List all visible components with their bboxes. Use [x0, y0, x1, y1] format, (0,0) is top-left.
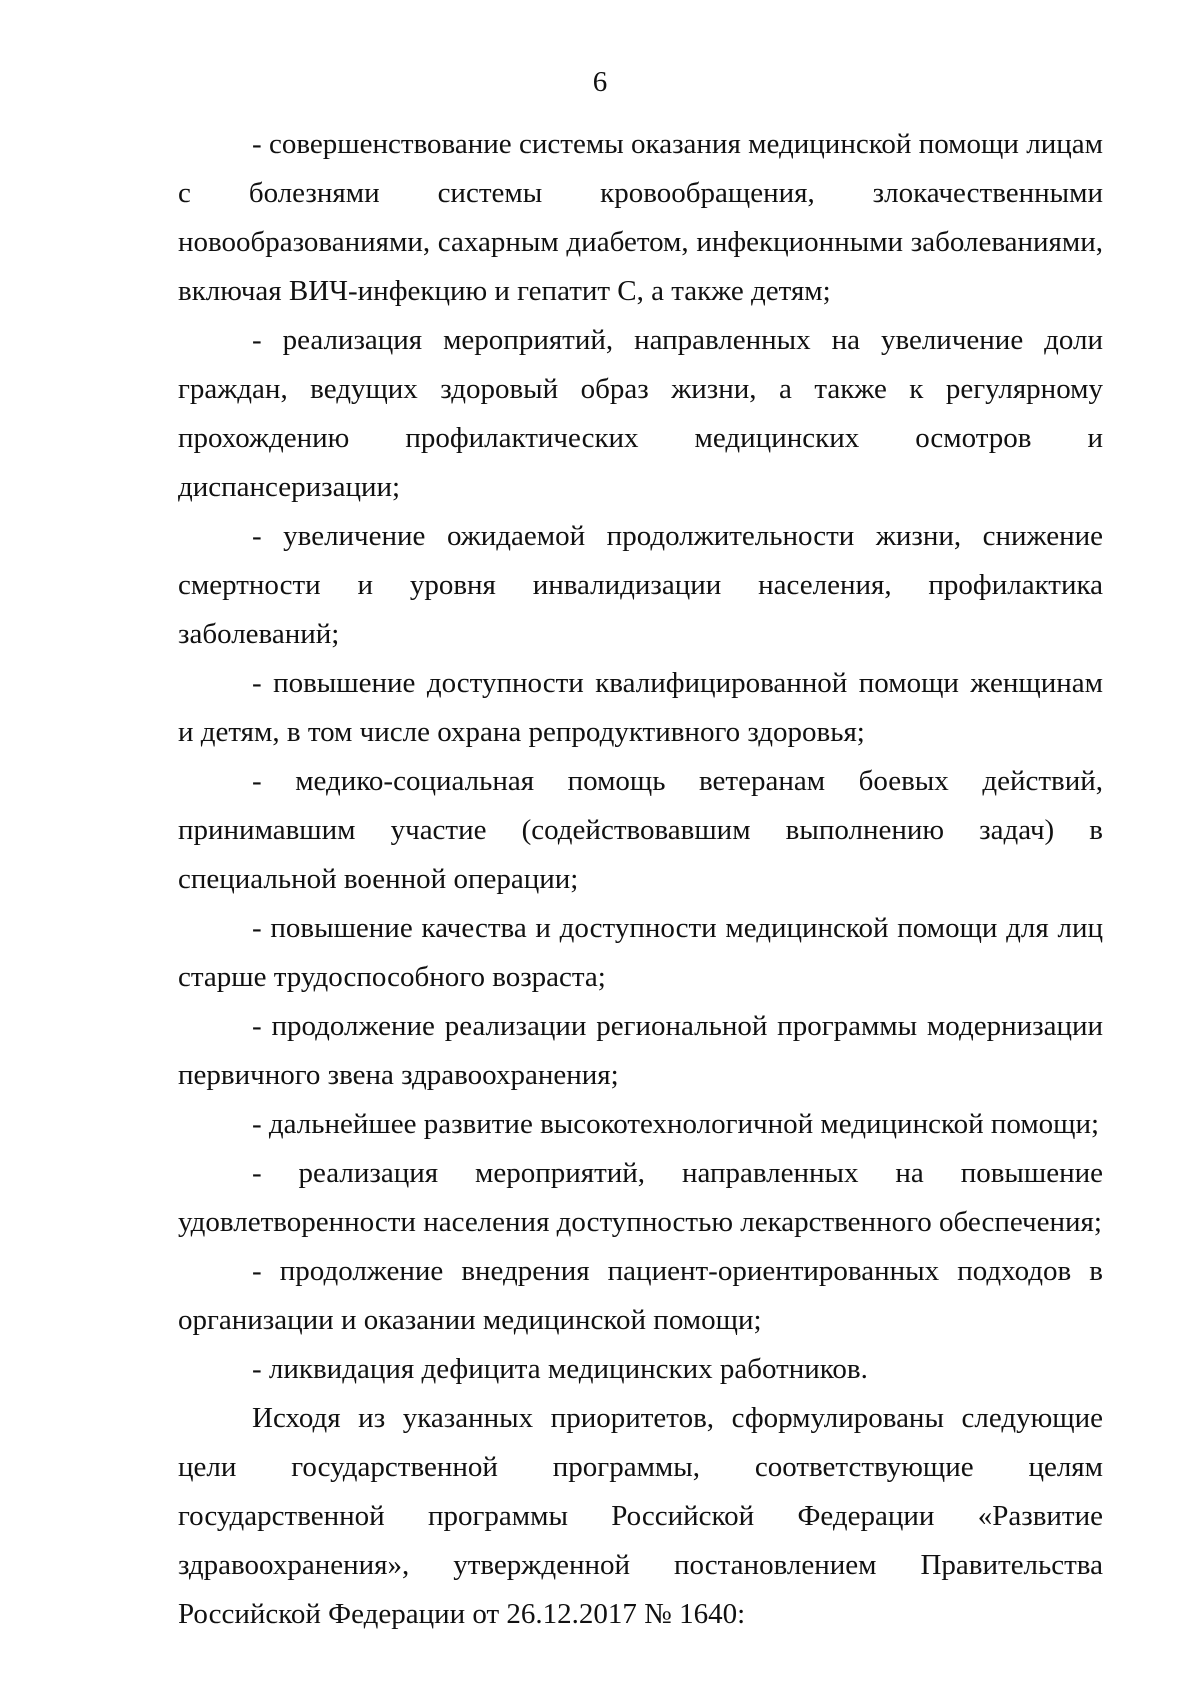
paragraph: - продолжение внедрения пациент-ориентированных подходов в организации и оказании медицинской помощи;: [178, 1255, 1103, 1336]
paragraph: - дальнейшее развитие высокотехнологичной медицинской помощи;: [252, 1108, 1100, 1140]
paragraph: - продолжение реализации региональной программы модернизации первичного звена здравоохранения;: [178, 1010, 1103, 1091]
paragraph: - совершенствование системы оказания медицинской помощи лицам с болезнями системы кровообращения, злокачественными новообразованиями, сахарным диабетом, инфекционными заболеваниями, включая ВИЧ-инфекцию и гепатит С, а также детям;: [178, 128, 1103, 307]
paragraph: - реализация мероприятий, направленных на повышение удовлетворенности населения доступностью лекарственного обеспечения;: [178, 1157, 1103, 1238]
paragraph: Исходя из указанных приоритетов, сформулированы следующие цели государственной программы, соответствующие целям государственной программы Российской Федерации «Развитие здравоохранения», утвержденной постановлением Правительства Российской Федерации от 26.12.2017 № 1640:: [178, 1402, 1103, 1630]
paragraph: - повышение доступности квалифицированной помощи женщинам и детям, в том числе охрана репродуктивного здоровья;: [178, 667, 1103, 748]
paragraph: - увеличение ожидаемой продолжительности жизни, снижение смертности и уровня инвалидизации населения, профилактика заболеваний;: [178, 520, 1103, 650]
page-number: 6: [592, 66, 608, 98]
document-body: [178, 120, 1103, 1639]
paragraph: - ликвидация дефицита медицинских работников.: [252, 1353, 868, 1385]
paragraph: - медико-социальная помощь ветеранам боевых действий, принимавшим участие (содействовавшим выполнению задач) в специальной военной операции;: [178, 765, 1103, 895]
paragraph: - повышение качества и доступности медицинской помощи для лиц старше трудоспособного возраста;: [178, 912, 1103, 993]
paragraph: - реализация мероприятий, направленных на увеличение доли граждан, ведущих здоровый образ жизни, а также к регулярному прохождению профилактических медицинских осмотров и диспансеризации;: [178, 324, 1103, 503]
